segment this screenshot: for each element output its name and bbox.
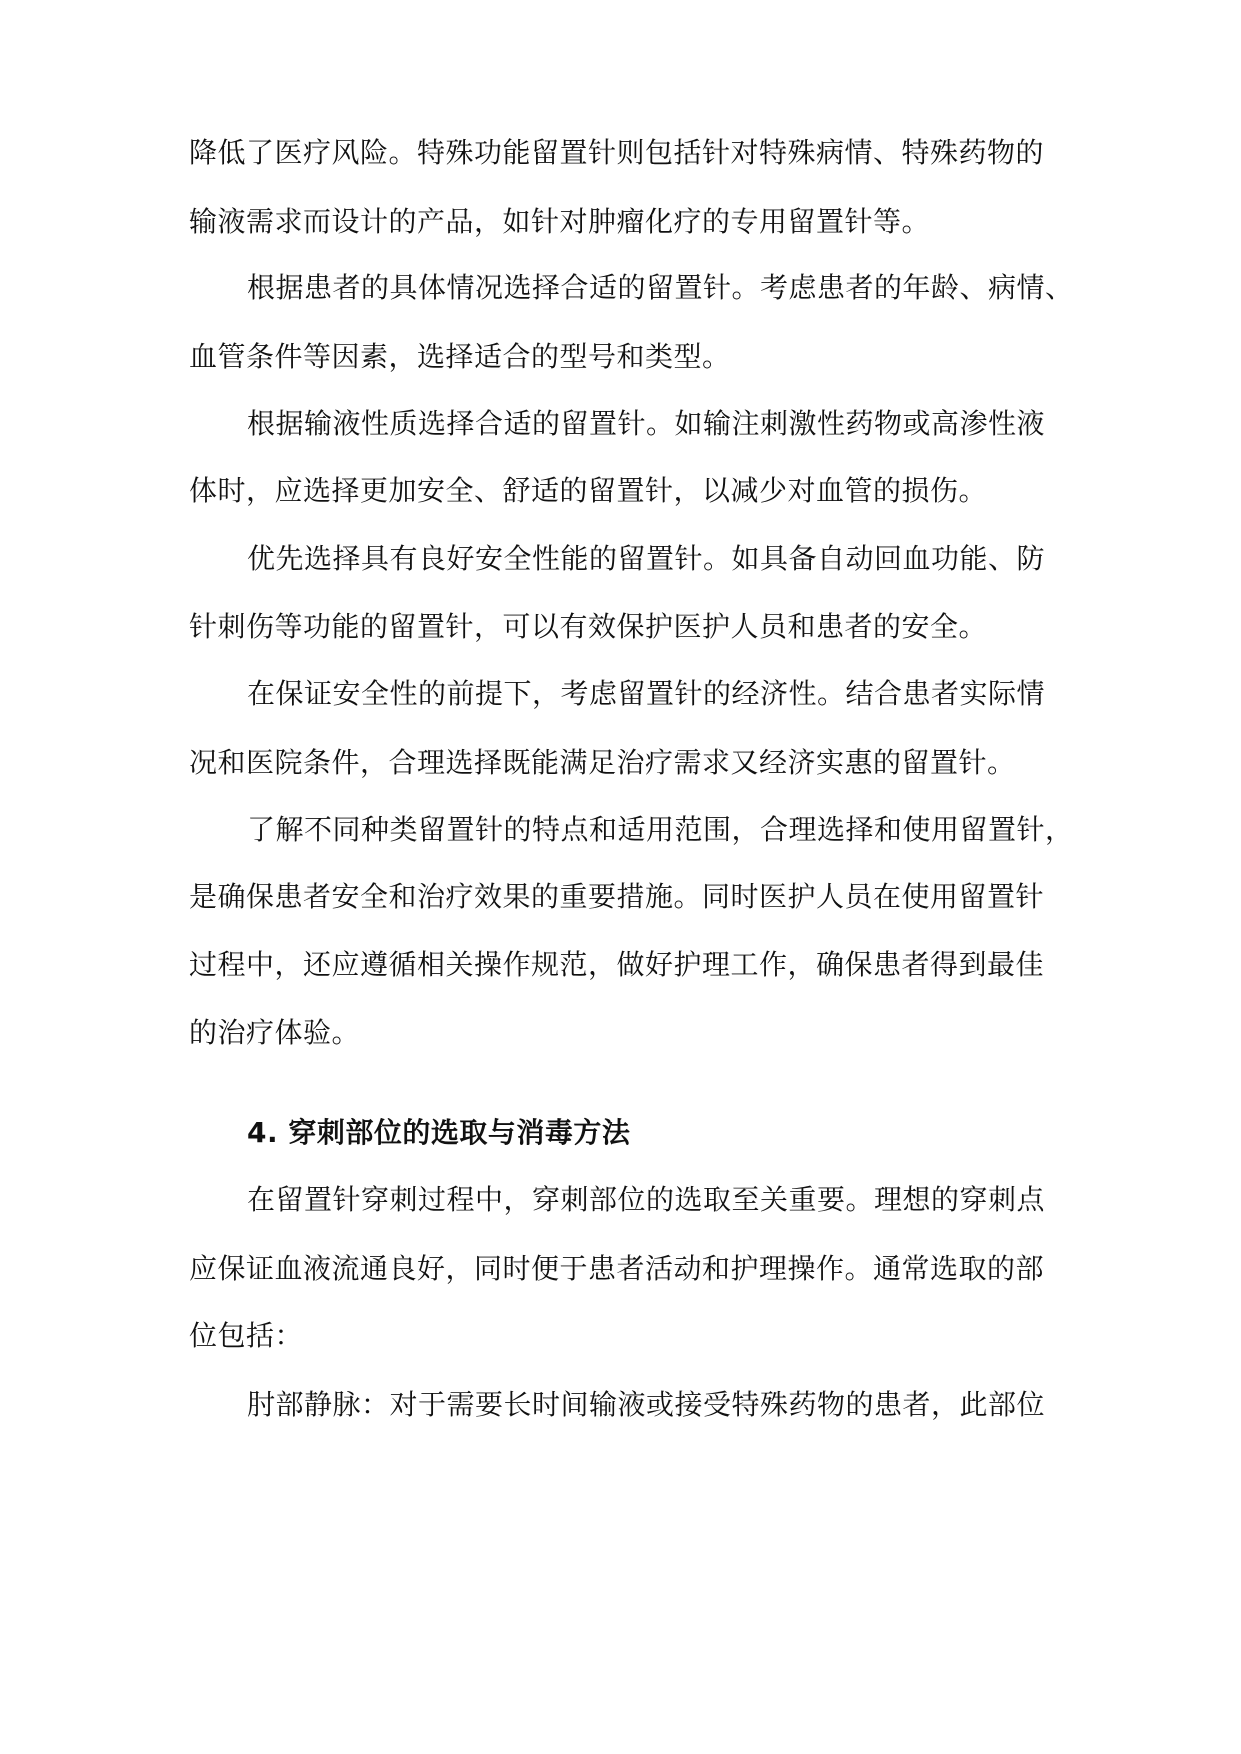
text-line: 是确保患者安全和治疗效果的重要措施。同时医护人员在使用留置针 (189, 880, 1045, 913)
text-line: 肘部静脉：对于需要长时间输液或接受特殊药物的患者，此部位 (247, 1388, 1046, 1421)
text-line: 的治疗体验。 (189, 1016, 361, 1049)
text-line: 优先选择具有良好安全性能的留置针。如具备自动回血功能、防 (247, 542, 1046, 575)
section-heading: 4. 穿刺部位的选取与消毒方法 (247, 1116, 631, 1149)
text-line: 血管条件等因素，选择适合的型号和类型。 (189, 340, 731, 373)
text-line: 体时，应选择更加安全、舒适的留置针，以减少对血管的损伤。 (189, 474, 988, 507)
text-line: 过程中，还应遵循相关操作规范，做好护理工作，确保患者得到最佳 (189, 948, 1045, 981)
text-line: 针刺伤等功能的留置针，可以有效保护医护人员和患者的安全。 (189, 610, 988, 643)
text-line: 降低了医疗风险。特殊功能留置针则包括针对特殊病情、特殊药物的 (189, 136, 1045, 169)
text-line: 应保证血液流通良好，同时便于患者活动和护理操作。通常选取的部 (189, 1252, 1045, 1285)
text-line: 输液需求而设计的产品，如针对肿瘤化疗的专用留置针等。 (189, 205, 931, 238)
text-line: 位包括： (189, 1319, 304, 1352)
text-line: 了解不同种类留置针的特点和适用范围，合理选择和使用留置针， (247, 813, 1074, 846)
text-line: 根据患者的具体情况选择合适的留置针。考虑患者的年龄、病情、 (247, 271, 1074, 304)
text-line: 况和医院条件，合理选择既能满足治疗需求又经济实惠的留置针。 (189, 746, 1016, 779)
text-line: 在留置针穿刺过程中，穿刺部位的选取至关重要。理想的穿刺点 (247, 1183, 1046, 1216)
text-line: 根据输液性质选择合适的留置针。如输注刺激性药物或高渗性液 (247, 407, 1046, 440)
text-line: 在保证安全性的前提下，考虑留置针的经济性。结合患者实际情 (247, 677, 1046, 710)
